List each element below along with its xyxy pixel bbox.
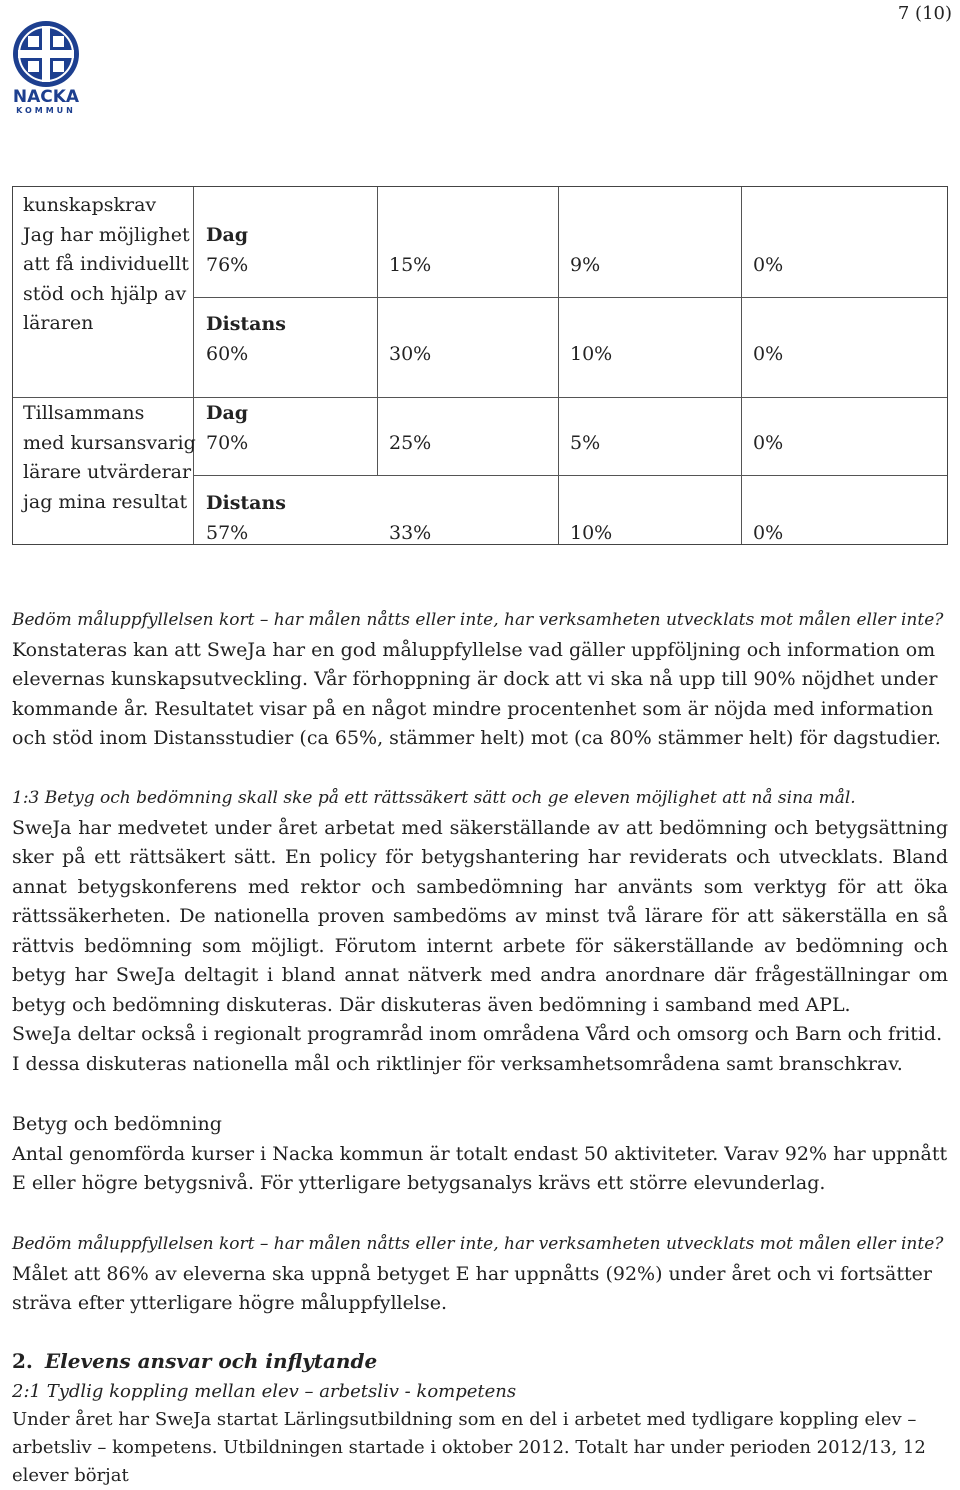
grades-paragraph: Antal genomförda kurser i Nacka kommun är totalt endast 50 aktiviteter. Varav 92% har uppnått E eller högre betygsnivå. För ytterligare betygsanalys krävs ett större elevunderlag. xyxy=(12,1142,948,1194)
label-line: stöd och hjälp av xyxy=(23,282,187,305)
assessment-heading: Bedöm måluppfyllelsen kort – har målen nåtts eller inte, har verksamheten utvecklats mot målen eller inte? xyxy=(12,610,944,630)
logo-word: NACKA xyxy=(12,87,80,107)
value-cell: 0% xyxy=(753,254,784,276)
value-cell: 0% xyxy=(753,522,784,544)
goal-paragraph: Målet att 86% av eleverna ska uppnå betyget E har uppnåtts (92%) under året och vi fortsätter sträva efter ytterligare högre måluppfyllelse. xyxy=(12,1262,932,1314)
value-cell: 5% xyxy=(570,432,601,454)
value-cell: 25% xyxy=(389,432,432,454)
assessment-paragraph: Konstateras kan att SweJa har en god måluppfyllelse vad gäller uppföljning och information om elevernas kunskapsutveckling. Vår förhoppning är dock att vi ska nå upp till 90% nöjdhet under kommande år. Resultatet visar på en något mindre procentenhet som är nöjda med information och stöd inom Distansstudier (ca 65%, stämmer helt) mot (ca 80% stämmer helt) för dagstudier. xyxy=(12,638,941,749)
nacka-crest-icon xyxy=(8,14,84,90)
assessment-section xyxy=(12,606,948,754)
group-name: Dag xyxy=(206,224,249,246)
label-line: med kursansvarig xyxy=(23,431,196,454)
label-line: att få individuellt xyxy=(23,253,189,275)
value-cell: 10% xyxy=(570,522,613,544)
logo-wordmark xyxy=(10,88,82,116)
value-cell: 60% xyxy=(206,343,249,365)
chapter-title: Elevens ansvar och inflytande xyxy=(44,1349,378,1373)
label-line: läraren xyxy=(23,312,94,334)
label-line: jag mina resultat xyxy=(23,490,188,513)
group-name: Distans xyxy=(206,313,286,335)
grading-heading: 1:3 Betyg och bedömning skall ske på ett rättssäkert sätt och ge eleven möjlighet att nå sina mål. xyxy=(12,788,856,808)
logo-sub: KOMMUN xyxy=(16,106,76,115)
grading-section xyxy=(12,784,948,1079)
label-line: Tillsammans xyxy=(23,402,145,424)
chapter-heading xyxy=(12,1349,377,1373)
label-line: Jag har möjlighet xyxy=(23,223,190,246)
chapter-paragraph: Under året har SweJa startat Lärlingsutbildning som en del i arbetet med tydligare koppling elev – arbetsliv – kompetens. Utbildningen startade i oktober 2012. Totalt har under perioden 2012/13, 12 elever börjat xyxy=(12,1409,926,1486)
label-line: lärare utvärderar xyxy=(23,461,192,483)
row1-label xyxy=(23,191,190,339)
grades-title: Betyg och bedömning xyxy=(12,1113,222,1135)
goal-section xyxy=(12,1230,948,1319)
value-cell: 76% xyxy=(206,254,249,276)
value-cell: 70% xyxy=(206,432,249,454)
grading-paragraph-1: SweJa har medvetet under året arbetat med säkerställande av att bedömning och betygsättning sker på ett rättsäkert sätt. En policy för betygshantering har reviderats och utvecklats. Bland annat betygskonferens med rektor och sambedömning har använts som verktyg för att öka rättssäkerheten. De nationella proven sambedöms av minst två lärare för att säkerställa en så rättvis bedömning som möjligt. Förutom internt arbete för säkerställande av bedömning och betyg har SweJa deltagit i bland annat nätverk med andra anordnare där frågeställningar om betyg och bedömning diskuteras. Där diskuteras även bedömning i samband med APL. xyxy=(12,816,948,1016)
page-number: 7 (10) xyxy=(897,3,952,24)
chapter-section xyxy=(12,1378,948,1490)
group-name: Dag xyxy=(206,402,249,424)
chapter-number: 2. xyxy=(12,1349,33,1373)
value-cell: 33% xyxy=(389,522,432,544)
value-cell: 0% xyxy=(753,432,784,454)
value-cell: 9% xyxy=(570,254,601,276)
grading-paragraph-2: SweJa deltar också i regionalt programråd inom områdena Vård och omsorg och Barn och fritid. I dessa diskuteras nationella mål och riktlinjer för verksamhetsområdena samt branschkrav. xyxy=(12,1023,943,1075)
value-cell: 10% xyxy=(570,343,613,365)
group-name: Distans xyxy=(206,492,286,514)
chapter-subheading: 2:1 Tydlig koppling mellan elev – arbetsliv - kompetens xyxy=(12,1381,517,1402)
value-cell: 57% xyxy=(206,522,249,544)
grades-section xyxy=(12,1110,948,1199)
value-cell: 30% xyxy=(389,343,432,365)
results-table xyxy=(12,186,948,545)
value-cell: 15% xyxy=(389,254,432,276)
row2-label xyxy=(23,399,196,517)
value-cell: 0% xyxy=(753,343,784,365)
label-line: kunskapskrav xyxy=(23,194,157,216)
goal-heading: Bedöm måluppfyllelsen kort – har målen nåtts eller inte, har verksamheten utvecklats mot målen eller inte? xyxy=(12,1234,944,1254)
